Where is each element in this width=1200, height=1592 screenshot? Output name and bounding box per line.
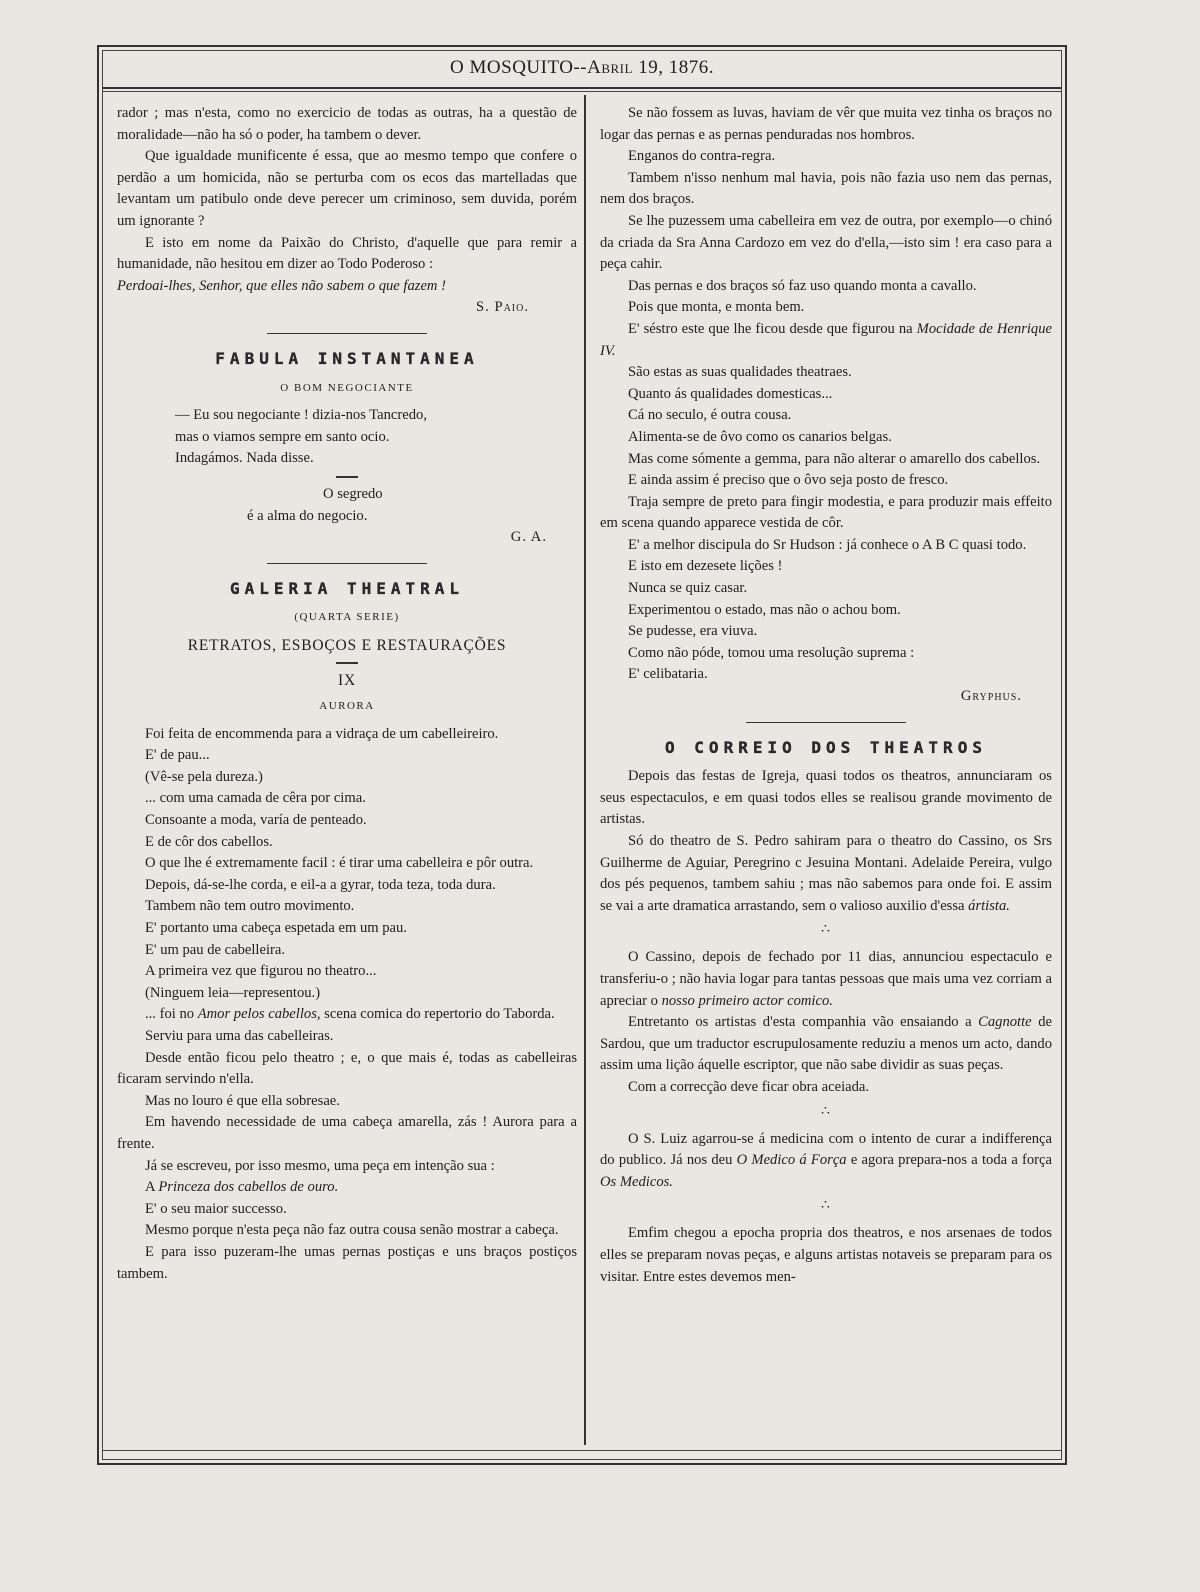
header-masthead: O MOSQUITO--	[450, 57, 588, 78]
galeria-paragraph: Tambem não tem outro movimento.	[145, 898, 355, 915]
galeria-paragraph: E' o seu maior successo.	[145, 1200, 287, 1217]
aurora-paragraph: Alimenta-se de ôvo como os canarios belgas.	[628, 428, 892, 445]
galeria-paragraph: E' de pau...	[145, 747, 210, 764]
correio-paragraph: Com a correcção deve ficar obra aceiada.	[628, 1078, 870, 1095]
aurora-paragraph: E isto em dezesete lições !	[628, 558, 783, 575]
fabula-signature: G. A.	[510, 529, 547, 546]
galeria-short-rule	[336, 662, 358, 664]
galeria-paragraph: Mesmo porque n'esta peça não faz outra cousa senão mostrar a cabeça.	[145, 1222, 559, 1239]
column-divider	[584, 95, 586, 1445]
galeria-paragraph: O que lhe é extremamente facil : é tirar uma cabelleira e pôr outra.	[145, 855, 534, 872]
galeria-paragraph: (Vê-se pela dureza.)	[145, 768, 263, 785]
aurora-paragraph-sestro: E' séstro este que lhe ficou desde que figurou na Mocidade de Henrique IV.	[600, 320, 1052, 359]
section-rule	[267, 563, 427, 564]
aurora-paragraph: Como não póde, tomou uma resolução suprema :	[628, 644, 915, 661]
page-frame-inner	[102, 50, 1062, 1460]
galeria-paragraph: ... com uma camada de cêra por cima.	[145, 790, 366, 807]
galeria-paragraph: Mas no louro é que ella sobresae.	[145, 1092, 340, 1109]
aurora-paragraph: Pois que monta, e monta bem.	[628, 299, 805, 316]
section-rule	[267, 333, 427, 334]
footer-rule	[103, 1450, 1061, 1451]
galeria-paragraph-amor: ... foi no Amor pelos cabellos, scena comica do repertorio do Taborda.	[145, 1006, 555, 1023]
correio-paragraph: Entretanto os artistas d'esta companhia vão ensaiando a Cagnotte de Sardou, que um traductor escrupulosamente reduziu a menos um acto, dando assim uma lição áquelle escriptor, que não sabe dividir as suas peças.	[600, 1014, 1052, 1074]
galeria-paragraph: Já se escreveu, por isso mesmo, uma peça em intenção sua :	[145, 1157, 495, 1174]
galeria-paragraph: Desde então ficou pelo theatro ; e, o que mais é, todas as cabelleiras ficaram servindo n'ella.	[117, 1049, 577, 1088]
intro-paragraph: E isto em nome da Paixão do Christo, d'aquelle que para remir a humanidade, não hesitou em dizer ao Todo Poderoso :	[117, 234, 577, 273]
correio-paragraph: O Cassino, depois de fechado por 11 dias, annunciou espectaculo e transferiu-o ; não havia logar para tantas pessoas que mais uma vez corriam a apreciar o nosso primeiro actor comico.	[600, 949, 1052, 1009]
aurora-paragraph: E ainda assim é preciso que o ôvo seja posto de fresco.	[628, 472, 949, 489]
aurora-paragraph: Cá no seculo, é outra cousa.	[628, 407, 792, 424]
header-rule	[103, 91, 1061, 92]
aurora-paragraph: E' celibataria.	[628, 666, 708, 683]
aurora-paragraph: Experimentou o estado, mas não o achou bom.	[628, 601, 901, 618]
asterism: ∴	[821, 1103, 831, 1119]
galeria-paragraph: Foi feita de encommenda para a vidraça de um cabelleireiro.	[145, 725, 499, 742]
aurora-paragraph: Se lhe puzessem uma cabelleira em vez de outra, por exemplo—o chinó da criada da Sra Anna Cardozo em vez do d'ella,—isto sim ! era caso para a peça cahir.	[600, 212, 1052, 273]
galeria-paragraph: Depois, dá-se-lhe corda, e eil-a a gyrar, toda teza, toda dura.	[145, 876, 496, 893]
galeria-paragraph: E' um pau de cabelleira.	[145, 941, 285, 958]
aurora-paragraph: Se não fossem as luvas, haviam de vêr que muita vez tinha os braços no logar das pernas e as pernas penduradas nos hombros.	[600, 105, 1052, 143]
galeria-paragraph: (Ninguem leia—representou.)	[145, 984, 321, 1001]
aurora-paragraph: Nunca se quiz casar.	[628, 580, 748, 597]
fabula-title: FABULA INSTANTANEA	[215, 348, 479, 368]
galeria-paragraph: E de côr dos cabellos.	[145, 833, 273, 850]
page-frame	[97, 45, 1067, 1465]
aurora-paragraph: E' a melhor discipula do Sr Hudson : já conhece o A B C quasi todo.	[628, 536, 1027, 553]
galeria-paragraph: E' portanto uma cabeça espetada em um pau.	[145, 920, 407, 936]
galeria-paragraph: Consoante a moda, varía de penteado.	[145, 812, 367, 829]
aurora-paragraph: Se pudesse, era viuva.	[628, 623, 758, 640]
fabula-line: Indagámos. Nada disse.	[175, 450, 314, 467]
galeria-paragraph: A primeira vez que figurou no theatro...	[145, 963, 377, 980]
aurora-paragraph: São estas as suas qualidades theatraes.	[628, 364, 852, 381]
fabula-moral-1: O segredo	[323, 485, 383, 502]
asterism: ∴	[821, 922, 831, 938]
aurora-paragraph: Enganos do contra-regra.	[628, 148, 776, 165]
galeria-number: IX	[338, 672, 356, 690]
correio-paragraph: Só do theatro de S. Pedro sahiram para o theatro do Cassino, os Srs Guilherme de Aguiar, Peregrino c Jesuina Montani. Adelaide Pereira, vulgo dos pés pequenos, tambem sahiu ; mas não sabemos para onde foi. E assim se vai a arte dramatica arrastando, sem o valioso auxilio d'essa ártista.	[600, 833, 1052, 914]
fabula-subtitle: O BOM NEGOCIANTE	[280, 381, 414, 394]
intro-quote: Perdoai-lhes, Senhor, que elles não sabem o que fazem !	[117, 277, 446, 294]
asterism: ∴	[821, 1198, 831, 1214]
right-column	[600, 103, 1052, 1288]
section-rule	[746, 722, 906, 723]
aurora-paragraph: Mas come sómente a gemma, para não alterar o amarello dos cabellos.	[628, 450, 1041, 467]
left-column	[117, 103, 577, 1285]
fabula-line: mas o viamos sempre em santo ocio.	[175, 428, 390, 445]
galeria-series: (QUARTA SERIE)	[294, 611, 400, 624]
galeria-paragraph: Em havendo necessidade de uma cabeça amarella, zás ! Aurora para a frente.	[117, 1114, 577, 1152]
header-month: Abril	[587, 57, 633, 78]
aurora-paragraph: Quanto ás qualidades domesticas...	[628, 385, 833, 402]
aurora-paragraph: Tambem n'isso nenhum mal havia, pois não fazia uso nem das pernas, nem dos braços.	[600, 169, 1052, 208]
fabula-moral-2: é a alma do negocio.	[247, 507, 368, 524]
galeria-subtitle: RETRATOS, ESBOÇOS E RESTAURAÇÕES	[187, 636, 507, 654]
fabula-short-rule	[336, 476, 358, 478]
galeria-paragraph-princeza: A Princeza dos cabellos de ouro.	[145, 1179, 339, 1196]
fabula-line: — Eu sou negociante ! dizia-nos Tancredo,	[175, 407, 427, 424]
page-header	[103, 51, 1061, 89]
galeria-title: GALERIA THEATRAL	[229, 578, 465, 598]
galeria-name: AURORA	[319, 700, 375, 713]
galeria-paragraph: E para isso puzeram-lhe umas pernas postiças e uns braços postiços tambem.	[117, 1243, 577, 1282]
aurora-paragraph: Traja sempre de preto para fingir modestia, e para produzir mais effeito em scena quando apparece vestida de côr.	[600, 493, 1052, 532]
correio-paragraph: Depois das festas de Igreja, quasi todos os theatros, annunciaram os seus espectaculos, e em quasi todos elles se realisou grande movimento de artistas.	[600, 768, 1052, 828]
intro-paragraph: Que igualdade munificente é essa, que ao mesmo tempo que confere o perdão a um homicida, não se perturba com os ecos das martelladas que levantam um patibulo onde deve perecer um criminoso, sem duvida, porém um ignorante ?	[117, 148, 577, 229]
header-date: 19, 1876.	[638, 57, 714, 78]
correio-paragraph: O S. Luiz agarrou-se á medicina com o intento de curar a indifferença do publico. Já nos deu O Medico á Força e agora prepara-nos a toda a força Os Medicos.	[600, 1130, 1052, 1190]
galeria-paragraph: Serviu para uma das cabelleiras.	[145, 1027, 334, 1044]
correio-paragraph: Emfim chegou a epocha propria dos theatros, e nos arsenaes de todos elles se preparam novas peças, e alguns artistas notaveis se preparam para os visitar. Entre estes devemos men-	[600, 1225, 1052, 1285]
aurora-paragraph: Das pernas e dos braços só faz uso quando monta a cavallo.	[628, 277, 977, 294]
aurora-signature: Gryphus.	[960, 688, 1022, 705]
correio-title: O CORREIO DOS THEATROS	[665, 737, 987, 757]
intro-paragraph: rador ; mas n'esta, como no exercicio de todas as outras, ha a questão de moralidade—não ha só o poder, ha tambem o dever.	[117, 105, 577, 143]
intro-signature: S. Paio.	[476, 299, 529, 316]
